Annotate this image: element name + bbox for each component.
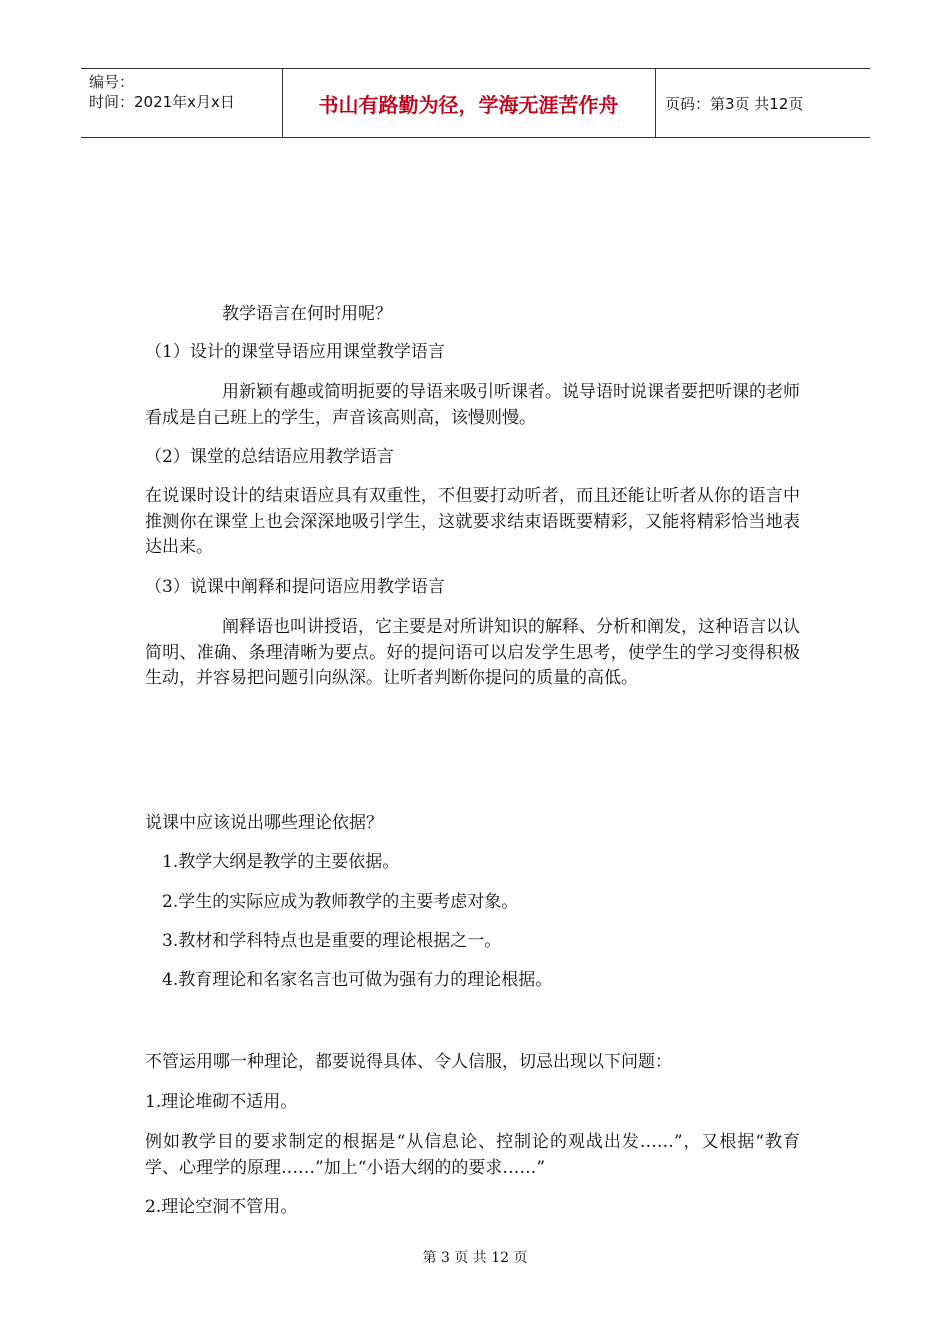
- number-label: 编号：: [89, 73, 135, 91]
- header-meta: [89, 72, 235, 112]
- list-item: 4.教育理论和名家名言也可做为强有力的理论根据。: [162, 970, 553, 990]
- paragraph: 不管运用哪一种理论，都要说得具体、令人信服，切忌出现以下问题：: [145, 1052, 672, 1072]
- question-heading: 说课中应该说出哪些理论依据？: [145, 813, 383, 833]
- paragraph: 例如教学目的要求制定的根据是“从信息论、控制论的观战出发……”，又根据“教育学、心理学的原理……”加上“小语大纲的的要求……”: [145, 1132, 800, 1178]
- header-divider: [655, 69, 656, 137]
- list-item: 1.理论堆砌不适用。: [145, 1092, 298, 1112]
- paragraph: 阐释语也叫讲授语，它主要是对所讲知识的解释、分析和阐发，这种语言以认简明、准确、条理清晰为要点。好的提问语可以启发学生思考，使学生的学习变得积极生动，并容易把问题引向纵深。让听者判断你提问的质量的高低。: [145, 617, 800, 688]
- section-heading-1: （1）设计的课堂导语应用课堂教学语言: [145, 342, 445, 362]
- page-footer: 第 3 页 共 12 页: [422, 1250, 528, 1266]
- section-heading-3: （3）说课中阐释和提问语应用教学语言: [145, 577, 445, 597]
- paragraph: 用新颖有趣或简明扼要的导语来吸引听课者。说导语时说课者要把听课的老师看成是自己班上的学生，声音该高则高，该慢则慢。: [145, 382, 800, 428]
- date-label: 时间：2021年x月x日: [89, 93, 235, 111]
- header-motto: 书山有路勤为径，学海无涯苦作舟: [318, 92, 619, 117]
- list-item: 2.学生的实际应成为教师教学的主要考虑对象。: [162, 892, 519, 912]
- header-page-code: 页码：第3页 共12页: [665, 94, 804, 113]
- page-header: [81, 68, 870, 138]
- list-item: 3.教材和学科特点也是重要的理论根据之一。: [162, 931, 502, 951]
- list-item: 1.教学大纲是教学的主要依据。: [162, 852, 400, 872]
- section-heading-2: （2）课堂的总结语应用教学语言: [145, 447, 394, 467]
- paragraph: 在说课时设计的结束语应具有双重性，不但要打动听者，而且还能让听者从你的语言中推测你在课堂上也会深深地吸引学生，这就要求结束语既要精彩，又能将精彩恰当地表达出来。: [145, 486, 800, 557]
- question-heading: 教学语言在何时用呢？: [222, 304, 392, 324]
- list-item: 2.理论空洞不管用。: [145, 1197, 298, 1217]
